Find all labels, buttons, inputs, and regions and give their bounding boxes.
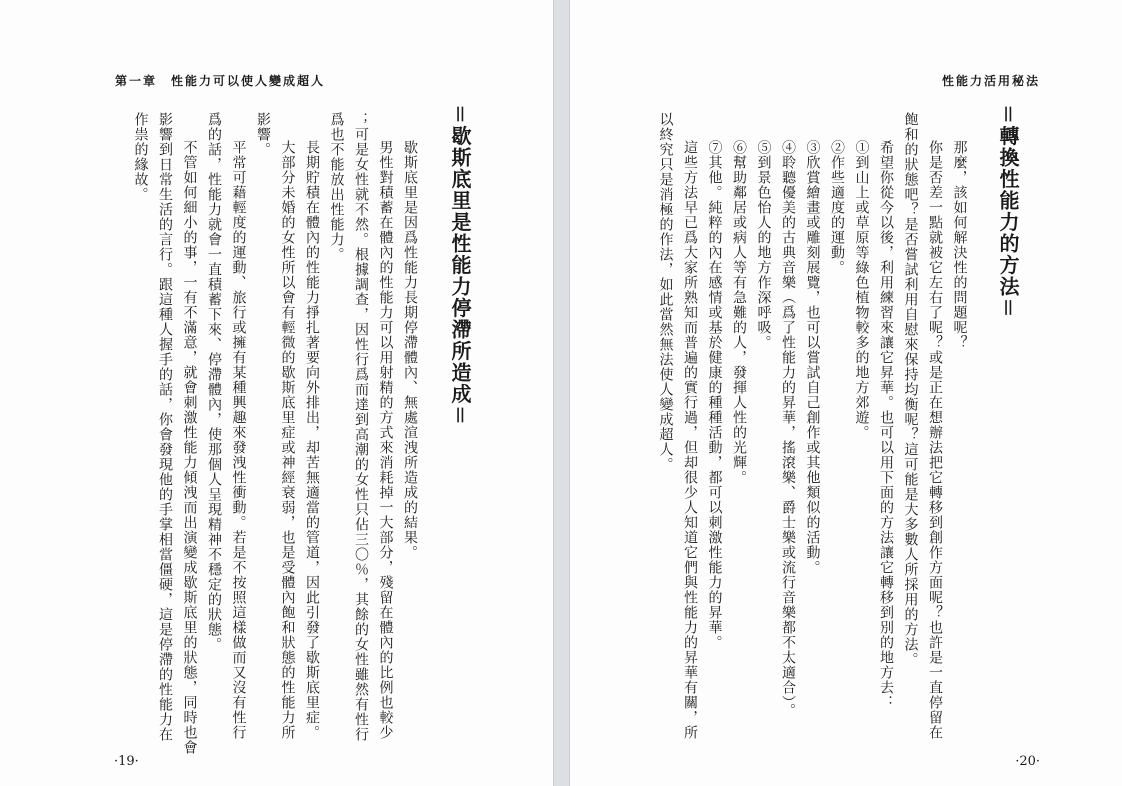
text-column: 爲的話，性能力就會一直積蓄下來、停滯體內，使那個人呈現精神不穩定的狀態。 — [206, 112, 222, 652]
text-column: 影響。 — [255, 112, 271, 157]
text-column: 長期貯積在體內的性能力掙扎著要向外排出，却苦無適當的管道，因此引發了歇斯底里症。 — [304, 140, 320, 740]
list-item: ⑦其他。純粹的內在感情或基於健康的種種活動，都可以刺激性能力的昇華。 — [706, 140, 723, 650]
body-text — [653, 112, 972, 742]
section-title: ＝轉換性能力的方法＝ — [996, 104, 1020, 319]
text-column: 大部分未婚的女性所以會有輕微的歇斯底里症或神經衰弱，也是受體內飽和狀態的性能力所 — [279, 140, 296, 740]
text-column: 那麼，該如何解決性的問題呢？ — [951, 140, 968, 350]
list-item: ③欣賞繪畫或雕刻展覽，也可以嘗試自己創作或其他類似的活動。 — [804, 140, 821, 575]
page-number: ·19· — [114, 754, 139, 769]
body-text — [128, 112, 422, 755]
running-head-book: 性能力活用秘法 — [941, 74, 1040, 88]
text-column: 平常可藉輕度的運動、旅行或擁有某種興趣來發洩性衝動。若是不按照這樣做而又沒有性行 — [230, 140, 247, 740]
list-item: ⑤到景色怡人的地方作深呼吸。 — [755, 140, 772, 350]
text-column: 歇斯底里是因爲性能力長期停滯體內、無處渲洩所造成的結果。 — [402, 140, 418, 560]
list-item: ⑥幫助鄰居或病人等有急難的人，發揮人性的光輝。 — [731, 140, 747, 485]
text-column: 影響到日常生活的言行。跟這種人握手的話，你會發現他的手掌相當僵硬，這是停滯的性能力在 — [157, 112, 173, 742]
list-item: ④聆聽優美的古典音樂（爲了性能力的昇華，搖滾樂、爵士樂或流行音樂都不太適合）。 — [780, 140, 796, 718]
running-head-chapter: 第一章 性能力可以使人變成超人 — [115, 74, 326, 88]
text-column: 爲也不能放出性能力。 — [328, 112, 345, 262]
text-column: 你是否差一點就被它左右了呢？或是正在想辦法把它轉移到創作方面呢？也許是一直停留在 — [927, 140, 943, 740]
section-title: ＝歇斯底里是性能力停滯所造成＝ — [448, 104, 472, 427]
right-page — [570, 0, 1122, 786]
left-page — [0, 0, 553, 786]
text-column: 希望你從今以後，利用練習來讓它昇華。也可以用下面的方法讓它轉移到別的地方去： — [878, 140, 894, 710]
page-number: ·20· — [1015, 754, 1040, 769]
text-column: 這些方法早已爲大家所熟知而普遍的實行過，但却很少人知道它們與性能力的昇華有關，所 — [682, 140, 698, 740]
list-item: ①到山上或草原等綠色植物較多的地方郊遊。 — [853, 140, 870, 440]
text-column: 不管如何細小的事，一有不滿意，就會刺激性能力傾洩而出演變成歇斯底里的狀態，同時也會 — [181, 140, 198, 755]
text-column: 男性對積蓄在體內的性能力可以用射精的方式來消耗掉一大部分，殘留在體內的比例也較少 — [377, 140, 394, 740]
list-item: ②作些適度的運動。 — [829, 140, 845, 275]
text-column: 飽和的狀態吧？是否嘗試利用自慰來保持均衡呢？這可能是大多數人所採用的方法。 — [902, 112, 919, 667]
page-gutter — [553, 0, 570, 786]
text-column: 作祟的緣故。 — [132, 112, 149, 202]
text-column: ；可是女性就不然。根據調查，因性行爲而達到高潮的女性只佔三〇％，其餘的女性雖然有性行 — [353, 112, 369, 742]
text-column: 以終究只是消極的作法，如此當然無法使人變成超人。 — [657, 112, 674, 472]
